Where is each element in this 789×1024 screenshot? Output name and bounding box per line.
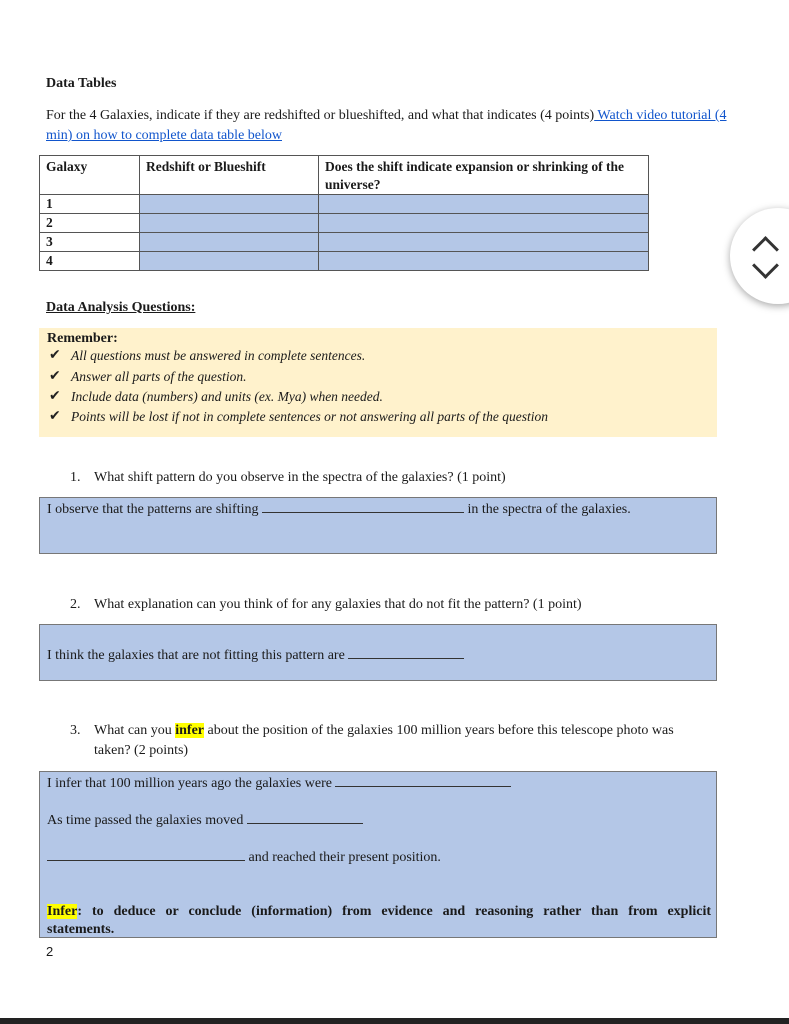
- remember-item: ✔ Answer all parts of the question.: [49, 368, 247, 384]
- check-icon: ✔: [49, 347, 61, 363]
- bottom-bar: [0, 1018, 789, 1024]
- page-number: 2: [46, 944, 54, 959]
- answer-line: I think the galaxies that are not fitting this pattern are: [47, 646, 464, 664]
- answer-box-1[interactable]: [39, 497, 717, 554]
- table-row: [40, 195, 649, 214]
- check-icon: ✔: [49, 368, 61, 384]
- table-header-row: [40, 156, 649, 195]
- meaning-cell[interactable]: [319, 252, 649, 271]
- question-text: What can you infer about the position of the galaxies 100 million years before this telescope photo was: [94, 723, 674, 738]
- intro-text: For the 4 Galaxies, indicate if they are redshifted or blueshifted, and what that indicates (4 points): [46, 108, 595, 123]
- blank[interactable]: [47, 848, 245, 861]
- galaxy-number: 2: [40, 214, 140, 233]
- galaxy-number: 4: [40, 252, 140, 271]
- shift-cell[interactable]: [140, 195, 319, 214]
- intro-paragraph: [46, 106, 746, 146]
- analysis-heading: Data Analysis Questions:: [46, 300, 196, 315]
- definition-term: Infer: [47, 904, 78, 919]
- blank[interactable]: [262, 500, 464, 513]
- remember-item: ✔ Include data (numbers) and units (ex. Mya) when needed.: [49, 388, 383, 404]
- meaning-cell[interactable]: [319, 214, 649, 233]
- galaxy-number: 3: [40, 233, 140, 252]
- meaning-cell[interactable]: [319, 195, 649, 214]
- answer-box-3[interactable]: [39, 771, 717, 938]
- remember-box: [39, 328, 717, 437]
- shift-cell[interactable]: [140, 252, 319, 271]
- answer-line: and reached their present position.: [47, 848, 441, 866]
- chevron-down-icon[interactable]: [752, 252, 779, 279]
- question-number: 1.: [70, 470, 81, 485]
- remember-item: ✔ All questions must be answered in complete sentences.: [49, 347, 366, 363]
- answer-line: I infer that 100 million years ago the galaxies were: [47, 774, 511, 792]
- table-row: [40, 214, 649, 233]
- question-number: 2.: [70, 597, 81, 612]
- tutorial-link[interactable]: Watch video tutorial (4 min) on how to complete data table below: [46, 108, 727, 143]
- check-icon: ✔: [49, 388, 61, 404]
- answer-box-2[interactable]: [39, 624, 717, 681]
- galaxy-number: 1: [40, 195, 140, 214]
- question-text: What explanation can you think of for any galaxies that do not fit the pattern? (1 point): [94, 597, 582, 612]
- table-row: [40, 252, 649, 271]
- question-text: What shift pattern do you observe in the spectra of the galaxies? (1 point): [94, 470, 506, 485]
- col-header-galaxy: Galaxy: [40, 156, 140, 195]
- blank[interactable]: [335, 774, 511, 787]
- definition: Infer: to deduce or conclude (information) from evidence and reasoning rather than from explicit statements.: [47, 904, 711, 937]
- highlighted-word: infer: [175, 723, 205, 738]
- answer-line: I observe that the patterns are shifting in the spectra of the galaxies.: [47, 502, 631, 517]
- meaning-cell[interactable]: [319, 233, 649, 252]
- question-number: 3.: [70, 723, 81, 738]
- section-heading: Data Tables: [46, 76, 117, 91]
- question-text-continued: taken? (2 points): [94, 743, 189, 758]
- col-header-meaning: Does the shift indicate expansion or shrinking of the universe?: [319, 156, 649, 195]
- answer-line: As time passed the galaxies moved: [47, 811, 363, 829]
- remember-title: Remember:: [47, 331, 118, 346]
- table-row: [40, 233, 649, 252]
- shift-cell[interactable]: [140, 233, 319, 252]
- blank[interactable]: [348, 646, 464, 659]
- data-table: [39, 155, 649, 271]
- blank[interactable]: [247, 811, 363, 824]
- check-icon: ✔: [49, 408, 61, 424]
- page-nav-widget: [730, 208, 789, 304]
- col-header-shift: Redshift or Blueshift: [140, 156, 319, 195]
- remember-item: ✔ Points will be lost if not in complete sentences or not answering all parts of the question: [49, 408, 548, 424]
- shift-cell[interactable]: [140, 214, 319, 233]
